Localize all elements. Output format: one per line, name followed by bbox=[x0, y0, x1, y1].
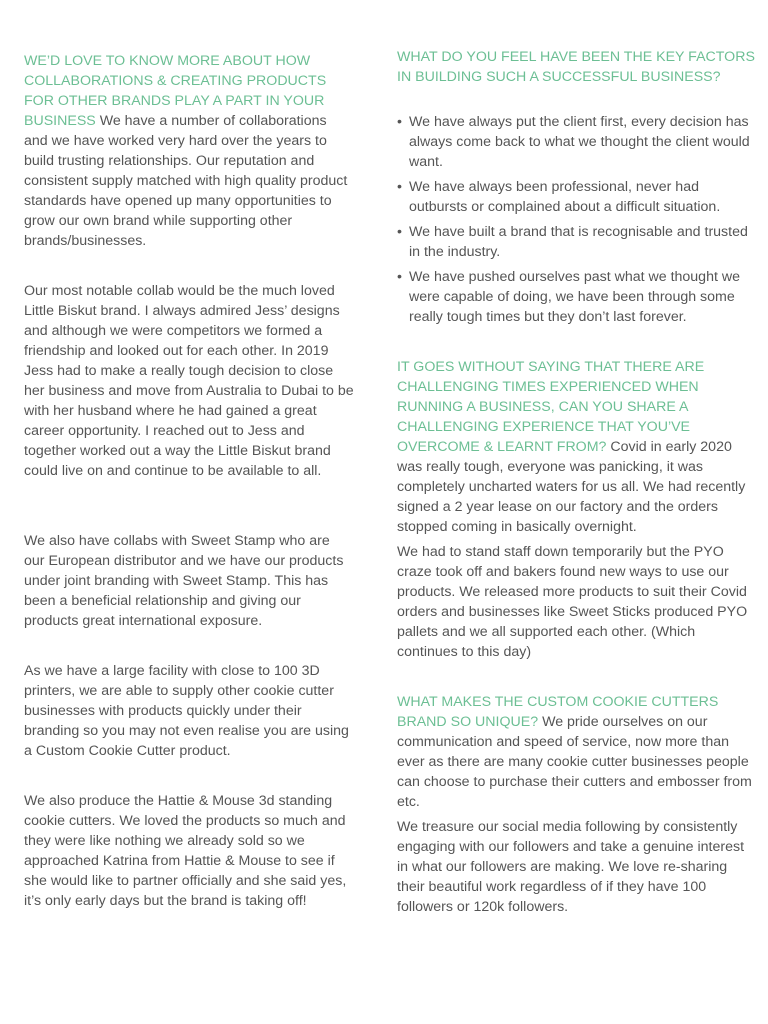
key-factors-list bbox=[397, 112, 757, 332]
challenges-heading: IT GOES WITHOUT SAYING THAT THERE ARE CHALLENGING TIMES EXPERIENCED WHEN RUNNING A BUSINESS, CAN YOU SHARE A CHALLENGING EXPERIENCE THAT YOU’VE OVERCOME & LEARNT FROM? bbox=[397, 359, 705, 455]
social-media-paragraph: We treasure our social media following by consistently engaging with our followers and take a genuine interest in what our followers are making. We love re-sharing their beautiful work regardless of if they have 100 followers or 120k followers. bbox=[397, 819, 745, 915]
list-item: • We have pushed ourselves past what we thought we were capable of doing, we have been through some really tough times but they don’t last forever. bbox=[397, 267, 757, 327]
challenges-text: Covid in early 2020 was really tough, everyone was panicking, it was completely uncharted waters for us all. We had recently signed a 2 year lease on our factory and the orders stopped coming in basically overnight. bbox=[397, 439, 746, 535]
hattie-mouse-paragraph: We also produce the Hattie & Mouse 3d standing cookie cutters. We loved the products so much and they were like nothing we already sold so we approached Katrina from Hattie & Mouse to see if she would like to partner officially and she said yes, it’s only early days but the brand is taking off! bbox=[24, 793, 347, 909]
collaborations-section bbox=[24, 51, 354, 251]
list-item: • We have always put the client first, every decision has always come back to what we thought the client would want. bbox=[397, 112, 757, 172]
key-factors-heading: WHAT DO YOU FEEL HAVE BEEN THE KEY FACTORS IN BUILDING SUCH A SUCCESSFUL BUSINESS? bbox=[397, 49, 755, 85]
collaborations-text: We have a number of collaborations and we have worked very hard over the years to build trusting relationships. Our reputation and consistent supply matched with high quality product standards have opened up many opportunities to grow our own brand while supporting other brands/businesses. bbox=[24, 113, 348, 249]
challenges-section bbox=[397, 357, 757, 537]
unique-text: We pride ourselves on our communication and speed of service, now more than ever as there are many cookie cutter businesses people can choose to purchase their cutters and embosser from etc. bbox=[397, 714, 752, 810]
collaborations-heading: WE’D LOVE TO KNOW MORE ABOUT HOW COLLABORATIONS & CREATING PRODUCTS FOR OTHER BRANDS PLAY A PART IN YOUR BUSINESS bbox=[24, 53, 327, 129]
covid-paragraph: We had to stand staff down temporarily but the PYO craze took off and bakers found new ways to use our products. We released more products to suit their Covid orders and businesses like Sweet Sticks produced PYO pallets and we all supported each other. (Which continues to this day) bbox=[397, 544, 748, 660]
list-item: • We have always been professional, never had outbursts or complained about a difficult situation. bbox=[397, 177, 757, 217]
3d-printers-paragraph: As we have a large facility with close to 100 3D printers, we are able to supply other cookie cutter businesses with products quickly under their branding so you may not even realise you are using a Custom Cookie Cutter product. bbox=[24, 663, 349, 759]
little-biskut-paragraph: Our most notable collab would be the much loved Little Biskut brand. I always admired Jess’ designs and although we were competitors we formed a friendship and looked out for each other. In 2019 Jess had to make a really tough decision to close her business and move from Australia to Dubai to be with her husband where he had gained a great career opportunity. I reached out to Jess and together worked out a way the Little Biskut brand could live on and continue to be available to all. bbox=[24, 283, 354, 479]
unique-heading: WHAT MAKES THE CUSTOM COOKIE CUTTERS BRAND SO UNIQUE? bbox=[397, 694, 719, 730]
sweet-stamp-paragraph: We also have collabs with Sweet Stamp who are our European distributor and we have our products under joint branding with Sweet Stamp. This has been a beneficial relationship and giving our products great international exposure. bbox=[24, 533, 344, 629]
list-item: • We have built a brand that is recognisable and trusted in the industry. bbox=[397, 222, 757, 262]
unique-section bbox=[397, 692, 757, 812]
